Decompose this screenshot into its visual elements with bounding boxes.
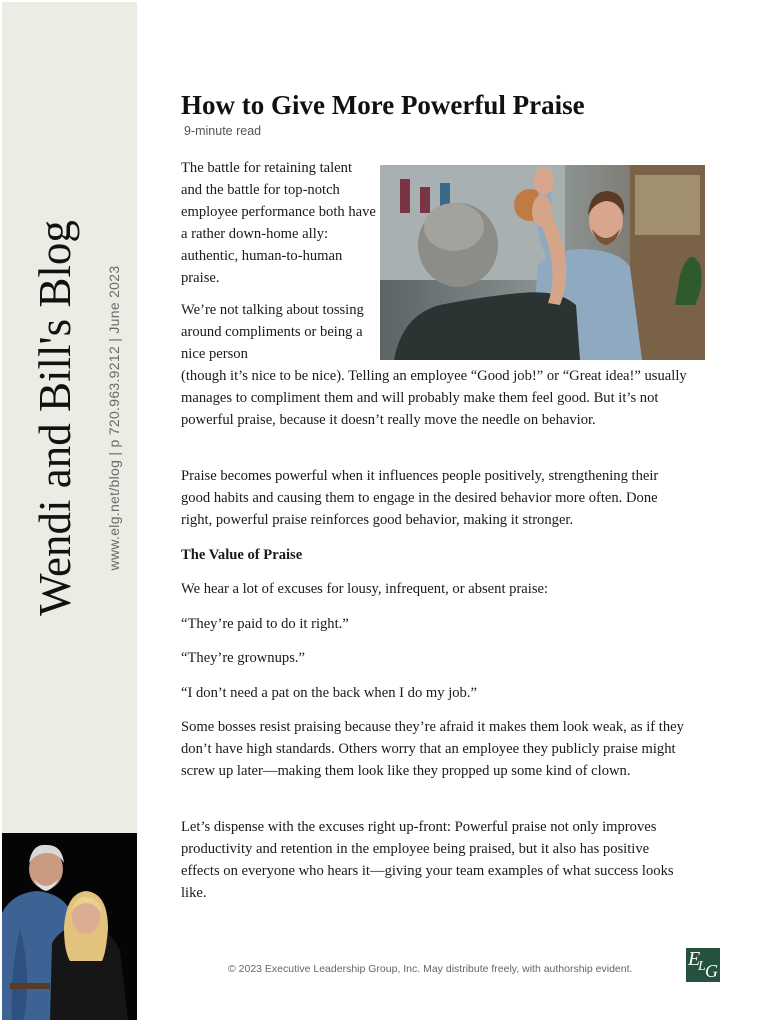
- quote-3: “I don’t need a pat on the back when I do my job.”: [181, 685, 477, 701]
- blog-contact-line: www.elg.net/blog | p 720.963.9212 | June 2023: [106, 265, 122, 571]
- elg-logo: [686, 948, 720, 982]
- copyright-notice: © 2023 Executive Leadership Group, Inc. May distribute freely, with authorship evident.: [228, 963, 633, 975]
- intro-paragraph: The battle for retaining talent and the battle for top-notch employee performance both have a rather down-home ally: authentic, human-to-human praise.: [181, 160, 376, 286]
- article-title: How to Give More Powerful Praise: [181, 90, 585, 120]
- read-time: 9-minute read: [184, 124, 262, 138]
- authors-photo: [2, 833, 137, 1020]
- paragraph-2: (though it’s nice to be nice). Telling an employee “Good job!” or “Great idea!” usually manages to compliment them and will probably make them feel good. But it’s not powerful praise, because it doesn’t really move the needle on behavior.: [181, 368, 687, 428]
- paragraph-6: Let’s dispense with the excuses right up-front: Powerful praise not only improves productivity and retention in the employee being praised, but it also has positive effects on everyone who hears it—giving your team examples of what success looks like.: [181, 819, 674, 901]
- paragraph-3: Praise becomes powerful when it influences people positively, strengthening their good habits and causing them to engage in the desired behavior more often. Done right, powerful praise reinforces good behavior, making it stronger.: [181, 468, 659, 528]
- section-heading: The Value of Praise: [181, 547, 303, 563]
- logo-letter-g: G: [705, 961, 718, 981]
- blog-title: Wendi and Bill's Blog: [30, 220, 80, 616]
- quote-2: “They’re grownups.”: [181, 650, 305, 666]
- sidebar: [2, 2, 137, 833]
- high-five-photo: [380, 165, 705, 360]
- paragraph-2-wrap: We’re not talking about tossing around compliments or being a nice person: [181, 302, 364, 362]
- logo-letter-e: E: [688, 948, 701, 970]
- quote-1: “They’re paid to do it right.”: [181, 616, 349, 632]
- paragraph-4: We hear a lot of excuses for lousy, infrequent, or absent praise:: [181, 581, 549, 597]
- logo-letter-l: L: [698, 959, 706, 974]
- paragraph-5: Some bosses resist praising because they’re afraid it makes them look weak, as if they don’t have high standards. Others worry that an employee they publicly praise might screw up later—making them look like they propped up some kind of clown.: [181, 719, 684, 779]
